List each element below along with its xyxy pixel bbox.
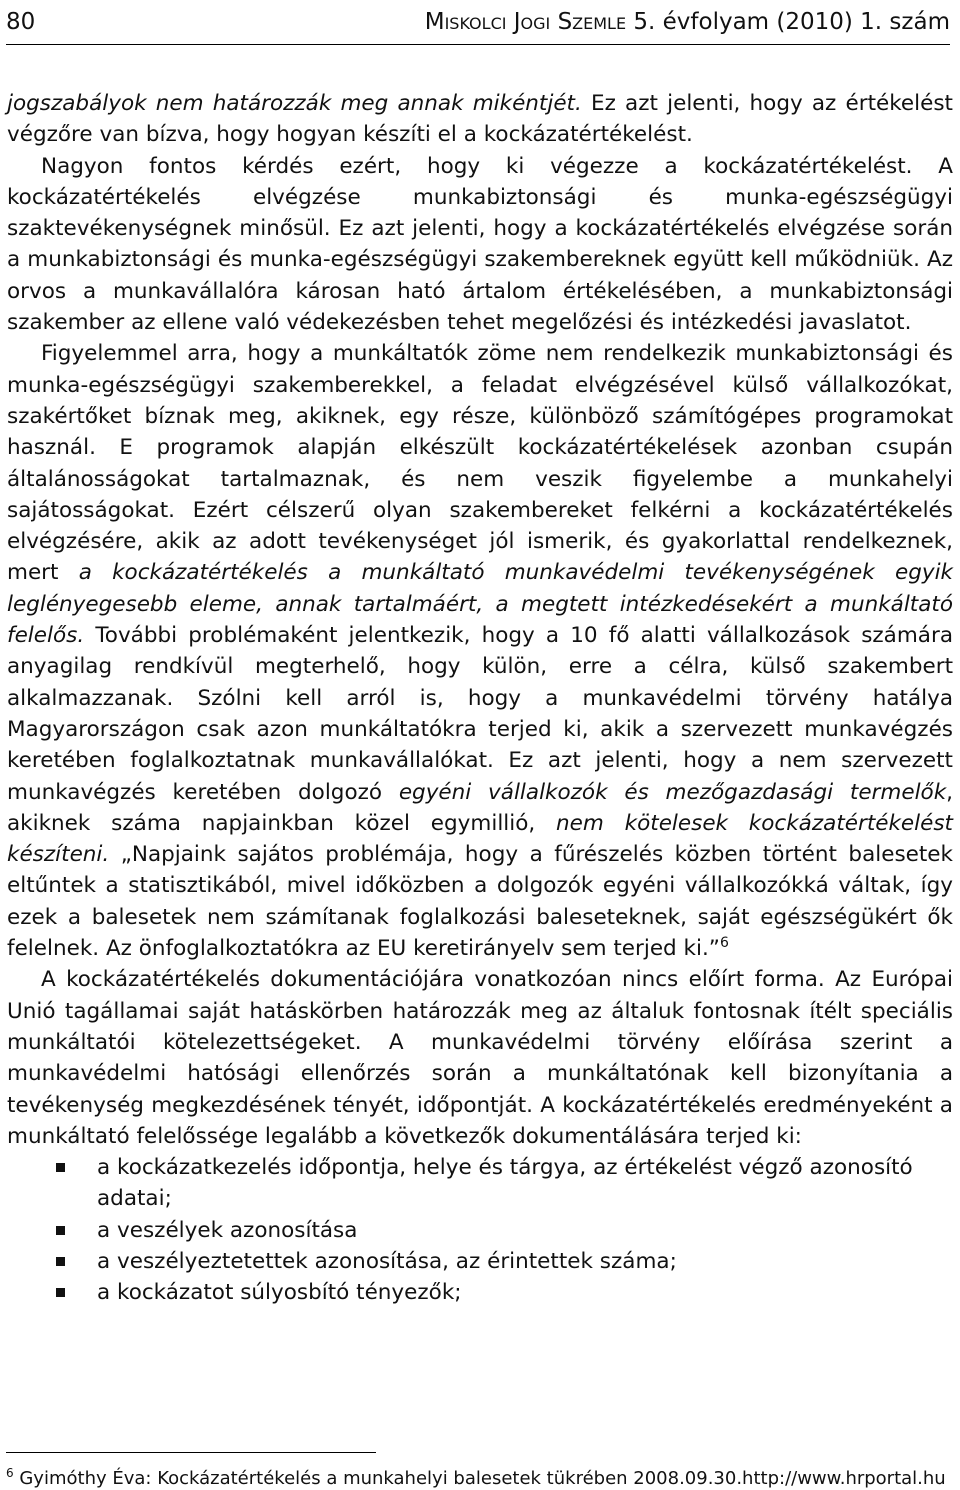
list-item-text: a kockázatkezelés időpontja, helye és tárgya, az értékelést végző azonosító adatai; [97, 1155, 913, 1212]
paragraph-1 [7, 88, 953, 151]
paragraph-2: Nagyon fontos kérdés ezért, hogy ki végezze a kockázatértékelést. A kockázatértékelés elvégzése munkabiztonsági és munka-egészségügyi szaktevékenységnek minősül. Ez azt jelenti, hogy a kockázatértékelés elvégzése során a munkabiztonsági és munka-egészségügyi szakembereknek együtt kell működniük. Az orvos a munkavállalóra károsan ható ártalom értékelésében, a munkabiztonsági szakember az ellene való védekezésben tehet megelőzési és intézkedési javaslatot. [7, 153, 953, 336]
italic-span: egyéni vállalkozók és mezőgazdasági termelők [398, 779, 947, 805]
square-bullet-icon [56, 1288, 65, 1297]
text-span: Figyelemmel arra, hogy a munkáltatók zöme nem rendelkezik munkabiztonsági és munka-egészségügyi szakemberekkel, a feladat elvégzésével külső vállalkozókat, szakértőket bíznak meg, akiknek, egy része, különböző számítógépes programokat használ. E programok alapján elkészült kockázatértékelések azonban csupán általánosságokat tartalmaznak, és nem veszik figyelembe a munkahelyi sajátosságokat. Ezért célszerű olyan szakembereket felkérni a kockázatértékelés elvégzésére, akik az adott tevékenységet jól ismerik, és gyakorlattal rendelkeznek, mert [7, 341, 953, 586]
list-item-text: a veszélyeztetettek azonosítása, az érintettek száma; [97, 1248, 677, 1274]
footnote-reference[interactable]: 6 [719, 934, 729, 951]
main-text [7, 88, 953, 1309]
text-span: , akiknek száma napjainkban közel egymillió, [7, 779, 953, 836]
italic-span: jogszabályok nem határozzák meg annak mikéntjét. [7, 91, 582, 116]
footnote-number: 6 [6, 1466, 14, 1480]
running-header [96, 9, 950, 35]
paragraph-3 [7, 338, 953, 964]
footnote [6, 1462, 946, 1490]
journal-title: Miskolci Jogi Szemle [424, 9, 627, 35]
square-bullet-icon [56, 1163, 65, 1172]
text-span: Ez azt jelenti, hogy az értékelést végzőre van bízva, hogy hogyan készíti el a kockázatértékelést. [7, 91, 953, 148]
italic-span: a kockázatértékelés a munkáltató munkavédelmi tevékenységének egyik leglényegesebb eleme, annak tartalmáért, a megtett intézkedésekért a munkáltató felelős. [7, 560, 953, 649]
italic-span: nem kötelesek kockázatértékelést készíteni. [7, 810, 953, 868]
text-span: További problémaként jelentkezik, hogy a 10 fő alatti vállalkozások számára anyagilag rendkívül megterhelő, hogy külön, erre a célra, külső szakembert alkalmazzanak. Szólni kell arról is, hogy a munkavédelmi törvény hatálya Magyarországon csak azon munkáltatókra terjed ki, akik a szervezett munkavégzés keretében foglalkoztatnak munkavállalókat. Ez azt jelenti, hogy a nem szervezett munkavégzés keretében dolgozó [7, 623, 953, 805]
square-bullet-icon [56, 1257, 65, 1266]
list-item-text: a veszélyek azonosítása [97, 1217, 358, 1243]
quote-span: „Napjaink sajátos problémája, hogy a fűrészelés közben történt balesetek eltűntek a statisztikából, mivel időközben a dolgozók egyéni vállalkozókká váltak, így ezek a balesetek nem számítanak foglalkozási baleseteknek, saját egészségükért ők felelnek. Az önfoglalkoztatókra az EU keretirányelv sem terjed ki.” [7, 842, 953, 962]
header-rule [6, 44, 950, 45]
page-header [6, 2, 950, 42]
list-item [97, 1215, 953, 1246]
paragraph-4: A kockázatértékelés dokumentációjára vonatkozóan nincs előírt forma. Az Európai Unió tagállamai saját hatáskörben határozzák meg az általuk fontosnak ítélt speciális munkáltatói kötelezettségeket. A munkavédelmi törvény előírása szerint a munkavédelmi hatósági ellenőrzés során a munkáltatónak kell bizonyítania a tevékenység megkezdésének tényét, időpontját. A kockázatértékelés eredményeként a munkáltató felelőssége legalább a következők dokumentálására terjed ki: [7, 967, 953, 1149]
list-item [97, 1246, 953, 1277]
issue-info: 5. évfolyam (2010) 1. szám [633, 9, 950, 35]
list-item [97, 1152, 953, 1215]
list-item [97, 1277, 953, 1308]
bullet-list [7, 1152, 953, 1308]
list-item-text: a kockázatot súlyosbító tényezők; [97, 1280, 462, 1306]
page-number: 80 [6, 9, 36, 35]
footnote-rule [6, 1452, 376, 1453]
footnote-text: Gyimóthy Éva: Kockázatértékelés a munkahelyi balesetek tükrében 2008.09.30.http://www.hrportal.hu [13, 1468, 946, 1489]
square-bullet-icon [56, 1226, 65, 1235]
